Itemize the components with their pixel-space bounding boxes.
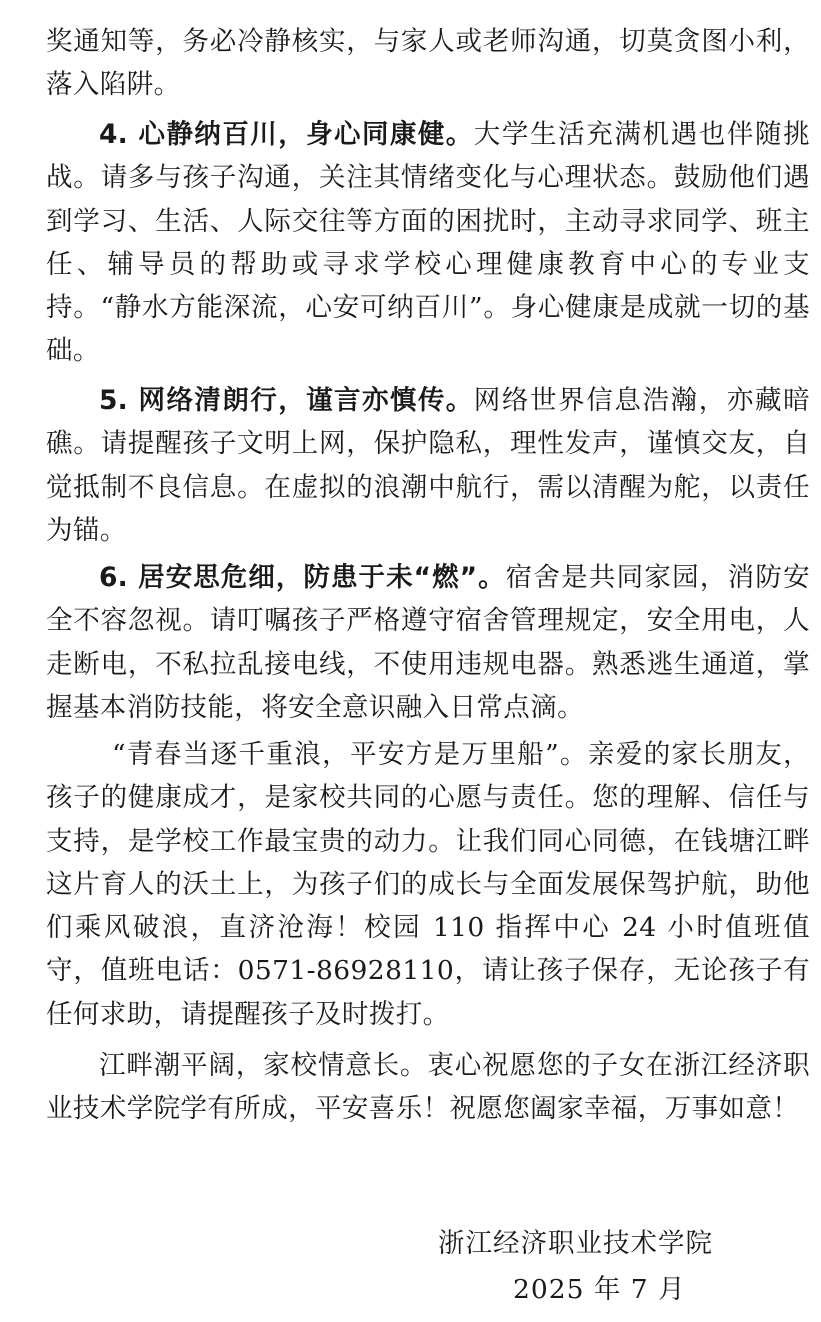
paragraph-text: “青春当逐千重浪，平安方是万里船”。亲爱的家长朋友，孩子的健康成才，是家校共同的心愿与责任。您的理解、信任与支持，是学校工作最宝贵的动力。让我们同心同德，在钱塘江畔这片育人的沃土上，为孩子们的成长与全面发展保驾护航，助他们乘风破浪，直济沧海！校园 110 指挥中心 24 小时值班值守，值班电话：0571-86928110，请让孩子保存，无论孩子有任何求助，请提醒孩子及时拨打。	[46, 739, 810, 1030]
paragraph-mental-health	[46, 113, 810, 373]
paragraph-text: 网络世界信息浩瀚，亦藏暗礁。请提醒孩子文明上网，保护隐私，理性发声，谨慎交友，自觉抵制不良信息。在虚拟的浪潮中航行，需以清醒为舵，以责任为锚。	[46, 385, 810, 546]
paragraph-text: 宿舍是共同家园，消防安全不容忽视。请叮嘱孩子严格遵守宿舍管理规定，安全用电，人走断电，不私拉乱接电线，不使用违规电器。熟悉逃生通道，掌握基本消防技能，将安全意识融入日常点滴。	[46, 562, 810, 723]
paragraph-fire-safety	[46, 556, 810, 729]
signature-date: 2025 年 7 月	[513, 1274, 686, 1305]
paragraph-online-safety	[46, 379, 810, 552]
section-heading-5: 5. 网络清朗行，谨言亦慎传。	[99, 385, 474, 416]
paragraph-text: 江畔潮平阔，家校情意长。衷心祝愿您的子女在浙江经济职业技术学院学有所成，平安喜乐！祝愿您阖家幸福，万事如意！	[46, 1050, 810, 1125]
paragraph-blessing	[46, 1044, 810, 1131]
signature-institution: 浙江经济职业技术学院	[438, 1228, 713, 1259]
paragraph-scam-warning-tail	[46, 20, 810, 107]
paragraph-text: 大学生活充满机遇也伴随挑战。请多与孩子沟通，关注其情绪变化与心理状态。鼓励他们遇到学习、生活、人际交往等方面的困扰时，主动寻求同学、班主任、辅导员的帮助或寻求学校心理健康教育中心的专业支持。“静水方能深流，心安可纳百川”。身心健康是成就一切的基础。	[46, 119, 810, 367]
section-heading-4: 4. 心静纳百川，身心同康健。	[99, 119, 474, 150]
paragraph-closing-appeal	[46, 733, 810, 1036]
paragraph-text: 奖通知等，务必冷静核实，与家人或老师沟通，切莫贪图小利，落入陷阱。	[46, 26, 810, 101]
section-heading-6: 6. 居安思危细，防患于未“燃”。	[99, 562, 506, 593]
